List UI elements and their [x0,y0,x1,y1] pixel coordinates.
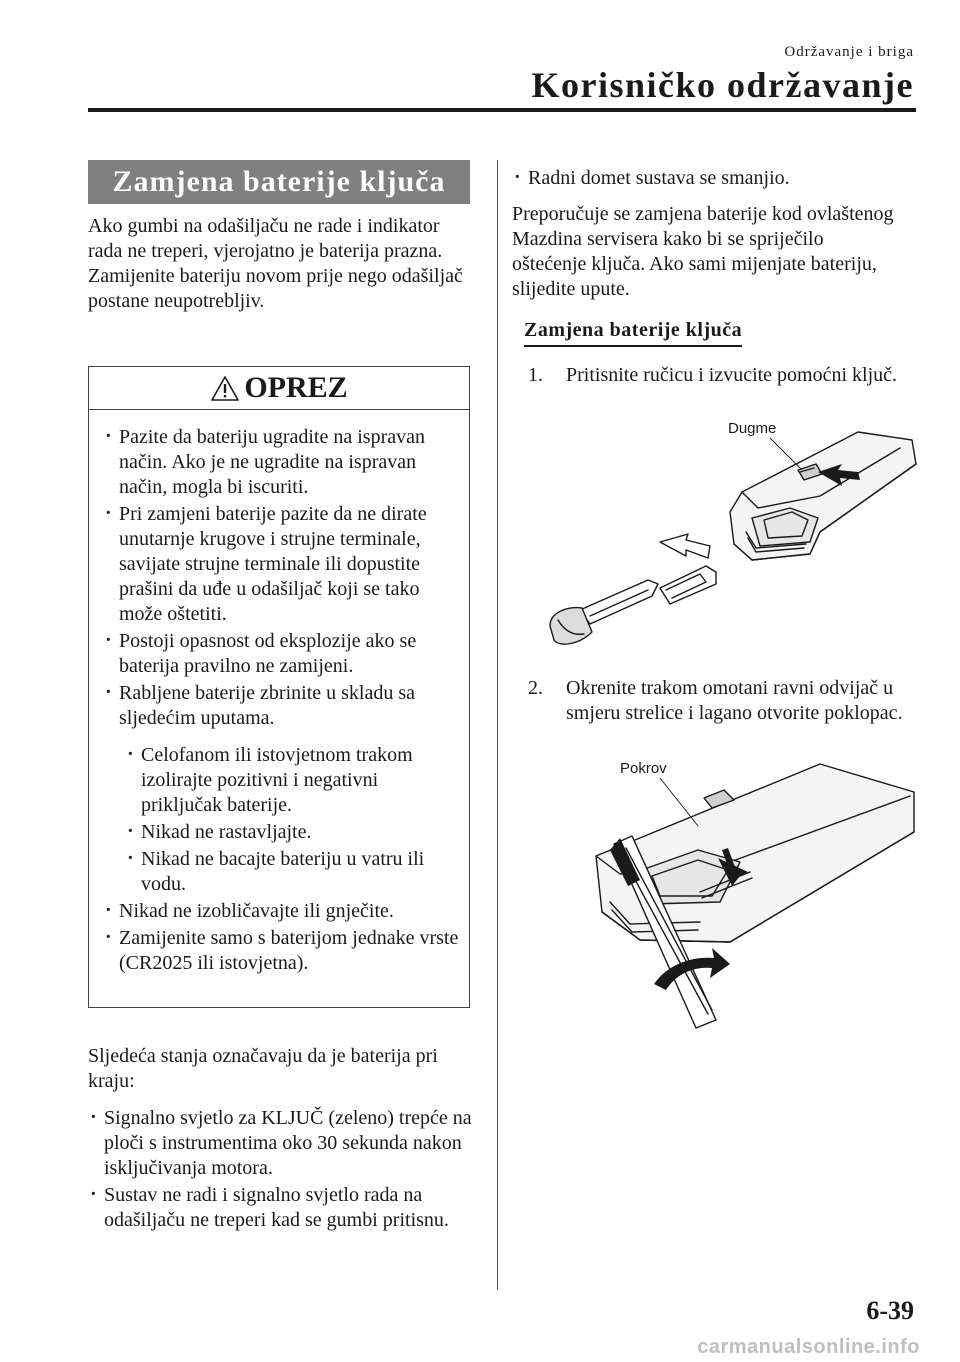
cover-opening-illustration [580,752,920,1036]
step-number: 2. [528,677,543,699]
range-item: · Radni domet sustava se smanjio. [512,166,924,191]
low-battery-item: · Signalno svjetlo za KLJUČ (zeleno) trepće na ploči s instrumentima oko 30 sekunda nakon isključivanja motora. [88,1106,472,1181]
intro-paragraph: Ako gumbi na odašiljaču ne rade i indikator rada ne treperi, vjerojatno je baterija prazna. Zamijenite bateriju novom prije nego odašiljač postane neupotrebljiv. [88,215,463,312]
caution-item: · Nikad ne izobličavajte ili gnječite. [103,899,463,924]
figure-label-cover: Pokrov [620,760,667,777]
step-1 [528,363,908,388]
caution-item: · Pri zamjeni baterije pazite da ne dirate unutarnje krugove i strujne terminale, savijate strujne terminale ili dopustite prašini da uđe u odašiljač koji se tako može oštetiti. [103,502,463,627]
step-2 [528,676,908,726]
caution-item: · Pazite da bateriju ugradite na ispravan način. Ako je ne ugradite na ispravan način, mogla bi iscuriti. [103,425,463,500]
caution-box [88,366,470,1008]
caution-title: OPREZ [244,371,348,404]
figure-label-button: Dugme [728,420,777,437]
procedure-heading: Zamjena baterije ključa [524,319,742,347]
caution-item: · Postoji opasnost od eksplozije ako se baterija pravilno ne zamijeni. [103,629,463,679]
step-text: Pritisnite ručicu i izvucite pomoćni ključ. [566,364,898,386]
column-divider [497,160,498,1290]
low-battery-item: · Sustav ne radi i signalno svjetlo rada na odašiljaču ne treperi kad se gumbi pritisnu. [88,1183,472,1233]
section-banner: Zamjena baterije ključa [88,160,470,204]
caution-item: · Zamijenite samo s baterijom jednake vrste (CR2025 ili istovjetna). [103,926,463,976]
step-text: Okrenite trakom omotani ravni odvijač u smjeru strelice i lagano otvorite poklopac. [566,677,903,724]
page-number: 6-39 [866,1296,914,1325]
step-number: 1. [528,364,543,386]
watermark: carmanualsonline.info [697,1336,920,1358]
header-rule [88,108,916,112]
figure-cover-opening [580,752,920,1036]
warning-triangle-icon [210,375,240,402]
recommendation-paragraph: Preporučuje se zamjena baterije kod ovlaštenog Mazdina servisera kako bi se spriječilo oštećenje ključa. Ako sami mijenjate bateriju, slijedite upute. [512,203,894,300]
caution-subitem: · Celofanom ili istovjetnom trakom izolirajte pozitivni i negativni priključak baterije. [125,743,463,818]
low-battery-intro: Sljedeća stanja označavaju da je baterija pri kraju: [88,1045,438,1092]
section-header: Održavanje i briga [784,44,914,60]
caution-item: · Rabljene baterije zbrinite u skladu sa sljedećim uputama. [103,681,463,731]
key-fob-illustration [520,412,920,662]
caution-list [103,425,463,978]
caution-header [89,367,469,410]
caution-subitem: · Nikad ne rastavljajte. [125,820,463,845]
low-battery-list [88,1106,472,1235]
chapter-title: Korisničko održavanje [531,65,914,105]
figure-key-removal [520,412,920,662]
caution-subitem: · Nikad ne bacajte bateriju u vatru ili vodu. [125,847,463,897]
